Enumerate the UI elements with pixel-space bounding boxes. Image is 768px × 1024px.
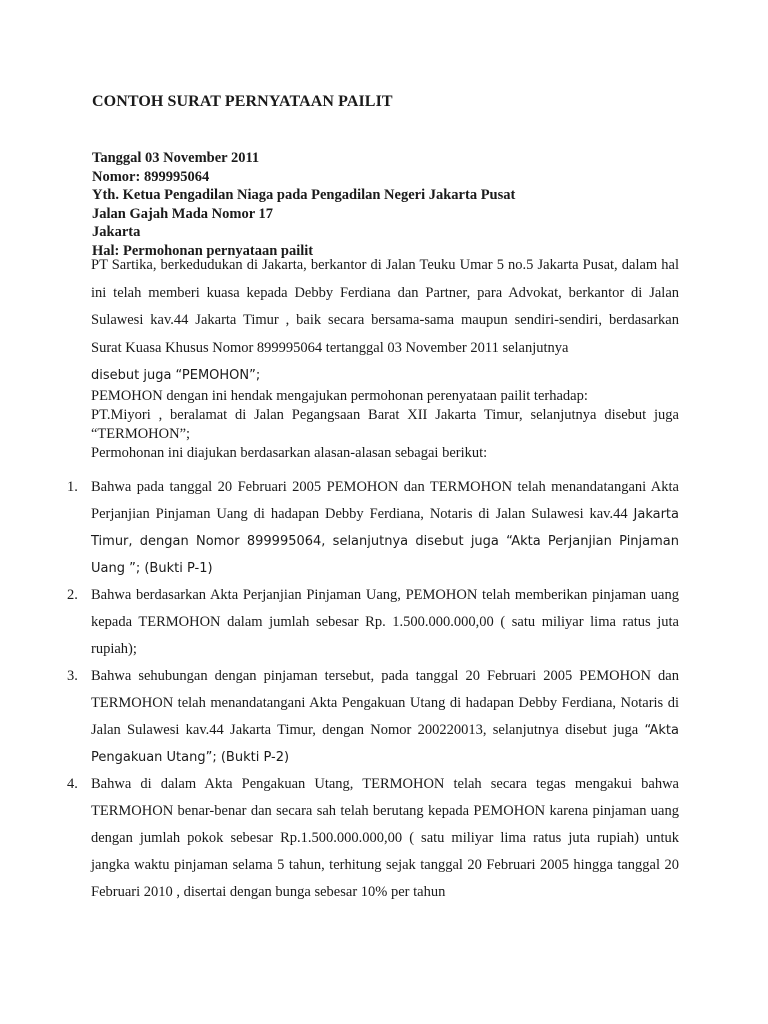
list-item — [0, 474, 679, 582]
letter-header — [92, 149, 515, 260]
recipient-street: Jalan Gajah Mada Nomor 17 — [92, 205, 273, 222]
letter-subject: Hal: Permohonan pernyataan pailit — [92, 242, 314, 259]
item-text: Bahwa berdasarkan Akta Perjanjian Pinjaman Uang, PEMOHON telah memberikan pinjaman uang kepada TERMOHON dalam jumlah sebesar Rp. 1.500.000.000,00 ( satu miliyar lima ratus juta rupiah); — [91, 587, 679, 657]
item-number: 1. — [67, 479, 78, 495]
intro-paragraph — [91, 252, 679, 390]
item-text: Bahwa pada tanggal 20 Februari 2005 PEMOHON dan TERMOHON telah menandatangani Akta Perjanjian Pinjaman Uang di hadapan Debby Ferdiana, Notaris di Jalan Sulawesi kav.44 Jakarta Timur, dengan Nomor 899995064, selanjutnya disebut juga “Akta Perjanjian Pinjaman Uang ”; (Bukti P-1) — [91, 479, 679, 576]
document-title: CONTOH SURAT PERNYATAAN PAILIT — [92, 93, 393, 110]
item-number: 2. — [67, 587, 78, 603]
recipient-city: Jakarta — [92, 224, 141, 240]
item-number: 4. — [67, 776, 78, 792]
letter-recipient: Yth. Ketua Pengadilan Niaga pada Pengadilan Negeri Jakarta Pusat — [92, 187, 516, 203]
item-text: Bahwa di dalam Akta Pengakuan Utang, TERMOHON telah secara tegas mengakui bahwa TERMOHON benar-benar dan secara sah telah berutang kepada PEMOHON karena pinjaman uang dengan jumlah pokok sebesar Rp.1.500.000.000,00 ( satu miliyar lima ratus juta rupiah) untuk jangka waktu pinjaman selama 5 tahun, terhitung sejak tanggal 20 Februari 2005 hingga tanggal 20 Februari 2010 , disertai dengan bunga sebesar 10% per tahun — [91, 776, 679, 900]
list-item — [0, 771, 679, 906]
petition-paragraph — [91, 387, 679, 463]
petition-line-1: PEMOHON dengan ini hendak mengajukan permohonan perenyataan pailit terhadap: — [91, 388, 588, 404]
intro-text: PT Sartika, berkedudukan di Jakarta, berkantor di Jalan Teuku Umar 5 no.5 Jakarta Pusat, dalam hal ini telah memberi kuasa kepada Debby Ferdiana dan Partner, para Advokat, berkantor di Jalan Sulawesi kav.44 Jakarta Timur , baik secara bersama-sama maupun sendiri-sendiri, berdasarkan Surat Kuasa Khusus Nomor 899995064 tertanggal 03 November 2011 selanjutnya — [91, 257, 679, 356]
list-item — [0, 582, 679, 663]
letter-number: Nomor: 899995064 — [92, 168, 210, 185]
grounds-list — [0, 474, 768, 906]
item-text: Bahwa sehubungan dengan pinjaman tersebut, pada tanggal 20 Februari 2005 PEMOHON dan TERMOHON telah menandatangani Akta Pengakuan Utang di hadapan Debby Ferdiana, Notaris di Jalan Sulawesi kav.44 Jakarta Timur, dengan Nomor 200220013, selanjutnya disebut juga “Akta Pengakuan Utang”; (Bukti P-2) — [91, 668, 679, 765]
letter-date: Tanggal 03 November 2011 — [92, 150, 260, 166]
list-item — [0, 663, 679, 771]
intro-tail: disebut juga “PEMOHON”; — [91, 368, 261, 383]
item-number: 3. — [67, 668, 78, 684]
petition-line-3: Permohonan ini diajukan berdasarkan alasan-alasan sebagai berikut: — [91, 445, 488, 461]
petition-line-2: PT.Miyori , beralamat di Jalan Pegangsaan Barat XII Jakarta Timur, selanjutnya disebut juga “TERMOHON”; — [91, 407, 679, 442]
